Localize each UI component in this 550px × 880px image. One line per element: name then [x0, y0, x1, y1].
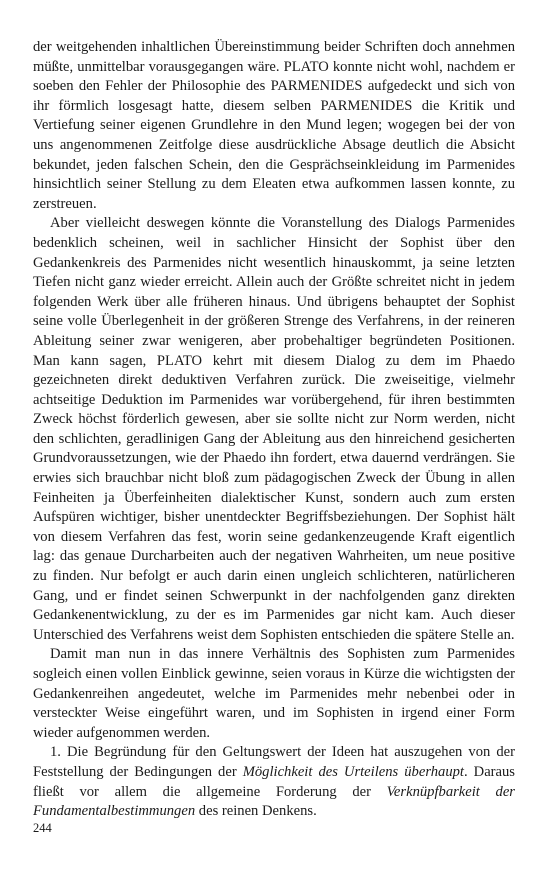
paragraph-4 — [33, 743, 515, 821]
paragraph-3-text: Damit man nun in das innere Verhältnis des Sophisten zum Parmenides sogleich einen vollen Einblick gewinne, seien voraus in Kürze die wichtigsten der Gedankenreihen angedeutet, welche im Parmenides mehr nebenbei oder in versteckter Weise eingeführt waren, und im Sophisten in irgend einer Form wieder aufgenommen werden. — [33, 646, 515, 741]
paragraph-3 — [33, 645, 515, 743]
paragraph-4-text-a: 1. Die Begründung für den Geltungswert der Ideen hat auszugehen von der Feststellung der Bedingungen der — [33, 744, 515, 780]
paragraph-2 — [33, 214, 515, 645]
paragraph-4-text-b: . Daraus fließt vor allem die allgemeine Forderung der — [33, 763, 515, 800]
paragraph-2-text: Aber vielleicht deswegen könnte die Voranstellung des Dialogs Parmenides bedenklich scheinen, weil in sachlicher Hinsicht der Sophist über den Gedankenkreis des Parmenides nicht wesentlich hinauskommt, ja seine letzten Tiefen nicht ganz wieder erreicht. Allein auch der Größte schreitet nicht in jedem folgenden Werk über alle früheren hinaus. Und übrigens behauptet der Sophist seine volle Überlegenheit in der größeren Strenge des Verfahrens, in der reineren Ableitung seiner zwar wenigeren, aber probehaltiger begründeten Positionen. Man kann sagen, PLATO kehrt mit diesem Dialog zu dem im Phaedo gezeichneten direkt deduktiven Verfahren zurück. Die zweiseitige, vielmehr achtseitige Deduktion im Parmenides war vorübergehend, für ihren bestimmten Zweck höchst förderlich gewesen, aber sie sollte nicht zur Norm werden, nicht den schlichten, geradlinigen Gang der Ableitung aus den hinreichend gesicherten Grundvoraussetzungen, wie der Phaedo ihn fordert, etwa dauernd verdrängen. Sie erwies sich brauchbar nicht bloß zum pädagogischen Zweck der Übung in allen Feinheiten ja Überfeinheiten dialektischer Kunst, sondern auch zum ersten Aufspüren wichtiger, bisher unentdeckter Begriffsbeziehungen. Der Sophist hält von diesem Verfahren das fest, worin seine gedankenzeugende Kraft eigentlich lag: das genaue Durcharbeiten auch der negativen Wahrheiten, um neue positive zu finden. Nur befolgt er auch darin einen ungleich schlichteren, natürlicheren Gang, und er findet seinen Schwerpunkt in der nachfolgenden ganz direkten Gedankenentwicklung, zu der es im Parmenides gar nicht kam. Auch dieser Unterschied des Verfahrens weist dem Sophisten entschieden die spätere Stelle an. — [33, 215, 515, 643]
paragraph-1 — [33, 38, 515, 214]
page-number: 244 — [33, 821, 52, 835]
paragraph-4-emphasis-a: Möglichkeit des Urteilens überhaupt — [242, 763, 464, 780]
paragraph-1-text: der weitgehenden inhaltlichen Übereinstimmung beider Schriften doch annehmen müßte, unmittelbar vorausgegangen wäre. PLATO konnte nicht wohl, nachdem er soeben den Fehler der Philosophie des PARMENIDES aufgedeckt und sich von ihr förmlich losgesagt hatte, diesem selben PARMENIDES die Kritik und Vertiefung seiner eigenen Grundlehre in den Mund legen; wogegen bei der von uns angenommenen Zeitfolge diese ausdrückliche Absage deutlich die Absicht bekundet, jeden falschen Schein, den die Gesprächseinkleidung im Parmenides hinsichtlich seiner Stellung zu dem Eleaten etwa aufkommen lassen konnte, zu zerstreuen. — [33, 39, 515, 212]
text-body — [33, 38, 515, 822]
paragraph-4-text-c: des reinen Denkens. — [195, 803, 317, 820]
paragraph-4-emphasis-b: Verknüpfbarkeit der Fundamentalbestimmungen — [33, 783, 515, 820]
